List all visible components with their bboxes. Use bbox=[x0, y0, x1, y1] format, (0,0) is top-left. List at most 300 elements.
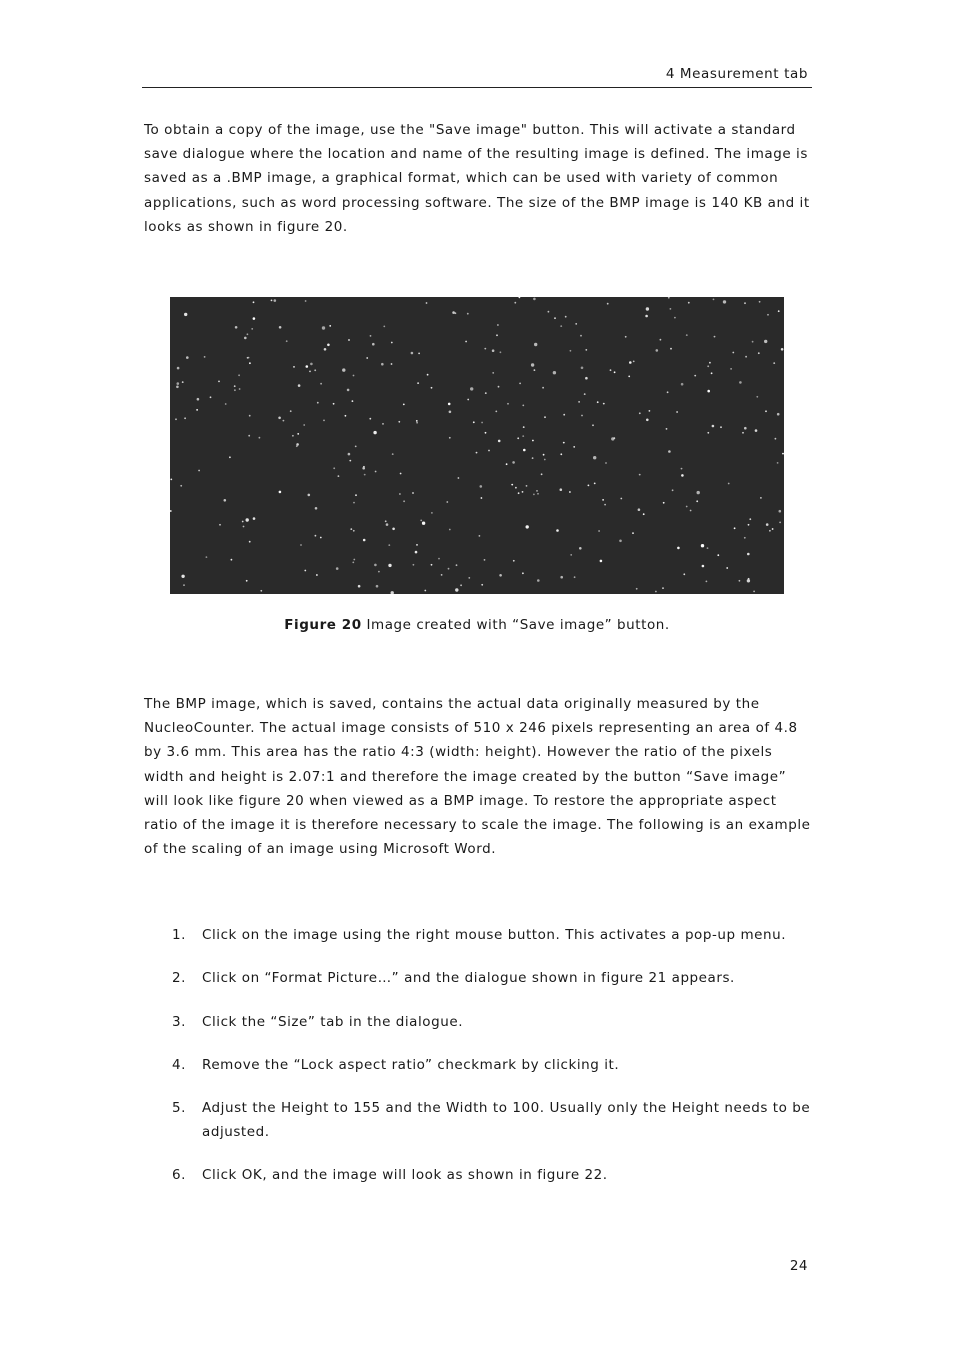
cell-speck bbox=[632, 532, 634, 534]
step-number: 5. bbox=[172, 1100, 186, 1116]
cell-speck bbox=[676, 411, 678, 413]
cell-speck bbox=[480, 485, 483, 488]
cell-speck bbox=[392, 528, 395, 531]
cell-speck bbox=[391, 342, 393, 344]
cell-speck bbox=[315, 507, 318, 510]
cell-speck bbox=[456, 564, 458, 566]
cell-speck bbox=[316, 574, 318, 576]
cell-speck bbox=[183, 584, 185, 586]
cell-speck bbox=[701, 544, 704, 547]
cell-speck bbox=[320, 383, 322, 385]
cell-speck bbox=[543, 454, 545, 456]
cell-speck bbox=[593, 456, 596, 459]
step-line: Click the “Size” tab in the dialogue. bbox=[202, 1014, 464, 1030]
cell-speck bbox=[246, 580, 248, 582]
cell-speck bbox=[720, 426, 722, 428]
cell-speck bbox=[610, 369, 612, 371]
cell-speck bbox=[181, 575, 184, 578]
cell-speck bbox=[506, 463, 508, 465]
cell-speck bbox=[574, 576, 576, 578]
step-number: 4. bbox=[172, 1057, 186, 1073]
cell-speck bbox=[681, 468, 683, 470]
cell-speck bbox=[702, 565, 705, 568]
cell-speck bbox=[646, 419, 649, 422]
cell-speck bbox=[279, 491, 282, 494]
cell-speck bbox=[448, 568, 450, 570]
cell-speck bbox=[732, 352, 734, 354]
cell-speck bbox=[777, 462, 779, 464]
paragraph-line: ratio of the image it is therefore necessary to scale the image. The following is an example bbox=[144, 817, 811, 834]
cell-speck bbox=[253, 317, 256, 320]
cell-speck bbox=[697, 491, 700, 494]
cell-speck bbox=[225, 403, 227, 405]
cell-speck bbox=[522, 491, 524, 493]
step-text bbox=[202, 1053, 812, 1077]
cell-speck bbox=[274, 299, 277, 302]
cell-speck bbox=[177, 367, 180, 370]
cell-speck bbox=[238, 374, 240, 376]
cell-speck bbox=[412, 492, 414, 494]
cell-speck bbox=[523, 449, 526, 452]
cell-speck bbox=[398, 421, 400, 423]
cell-speck bbox=[234, 389, 236, 391]
cell-speck bbox=[773, 362, 775, 364]
figure-caption-label: Figure 20 bbox=[284, 617, 362, 633]
cell-speck bbox=[537, 493, 539, 495]
cell-speck bbox=[742, 432, 744, 434]
cell-speck bbox=[756, 396, 758, 398]
cell-speck bbox=[253, 517, 256, 520]
cell-speck bbox=[416, 420, 418, 422]
cell-speck bbox=[468, 577, 470, 579]
cell-speck bbox=[592, 424, 594, 426]
cell-speck bbox=[297, 433, 299, 435]
cell-speck bbox=[488, 450, 490, 452]
cell-speck bbox=[427, 374, 429, 376]
cell-speck bbox=[598, 530, 600, 532]
cell-speck bbox=[536, 490, 538, 492]
cell-speck bbox=[747, 579, 750, 582]
cell-speck bbox=[497, 324, 499, 326]
cell-speck bbox=[677, 547, 680, 550]
cell-speck bbox=[495, 411, 497, 413]
cell-speck bbox=[674, 317, 676, 319]
cell-speck bbox=[744, 302, 746, 304]
cell-speck bbox=[303, 424, 305, 426]
cell-speck bbox=[560, 453, 562, 455]
cell-speck bbox=[383, 326, 385, 328]
cell-speck bbox=[441, 574, 443, 576]
paragraph-line: The BMP image, which is saved, contains the actual data originally measured by the bbox=[144, 696, 760, 712]
cell-speck bbox=[235, 326, 238, 329]
cell-speck bbox=[560, 488, 563, 491]
cell-speck bbox=[372, 343, 375, 346]
cell-speck bbox=[553, 371, 556, 374]
cell-speck bbox=[364, 474, 366, 476]
cell-speck bbox=[224, 499, 227, 502]
cell-speck bbox=[602, 499, 604, 501]
cell-speck bbox=[449, 529, 451, 531]
cell-speck bbox=[706, 581, 708, 583]
cell-speck bbox=[560, 576, 563, 579]
cell-speck bbox=[362, 467, 365, 470]
cell-speck bbox=[399, 493, 401, 495]
header-divider bbox=[142, 87, 812, 88]
cell-speck bbox=[431, 512, 433, 514]
cell-speck bbox=[778, 310, 780, 312]
cell-speck bbox=[374, 564, 377, 567]
paragraph-line: To obtain a copy of the image, use the "Save image" button. This will activate a standard bbox=[144, 122, 796, 138]
cell-speck bbox=[484, 559, 486, 561]
cell-speck bbox=[723, 300, 726, 303]
cell-speck bbox=[668, 297, 670, 299]
cell-speck bbox=[573, 446, 575, 448]
cell-speck bbox=[717, 554, 719, 556]
cell-speck bbox=[426, 302, 428, 304]
step-text bbox=[202, 1010, 812, 1034]
cell-speck bbox=[686, 506, 688, 508]
cell-speck bbox=[247, 357, 249, 359]
cell-speck bbox=[752, 341, 754, 343]
cell-speck bbox=[342, 368, 345, 371]
cell-speck bbox=[479, 535, 481, 537]
cell-speck bbox=[170, 479, 172, 481]
cell-speck bbox=[523, 426, 525, 428]
cell-speck bbox=[336, 567, 339, 570]
cell-speck bbox=[386, 523, 389, 526]
cell-speck bbox=[667, 391, 669, 393]
cell-speck bbox=[347, 389, 350, 392]
cell-speck bbox=[772, 528, 774, 530]
paragraph-line: NucleoCounter. The actual image consists of 510 x 246 pixels representing an area of 4.8 bbox=[144, 720, 798, 737]
cell-speck bbox=[578, 401, 580, 403]
cell-speck bbox=[522, 435, 524, 437]
paragraph-line: saved as a .BMP image, a graphical format, which can be used with variety of common bbox=[144, 170, 779, 187]
cell-speck bbox=[585, 349, 587, 351]
cell-speck bbox=[619, 540, 622, 543]
step-number: 6. bbox=[172, 1167, 186, 1183]
cell-speck bbox=[481, 422, 483, 424]
cell-speck bbox=[309, 371, 311, 373]
cell-speck bbox=[526, 485, 528, 487]
cell-speck bbox=[349, 460, 351, 462]
step-line: Remove the “Lock aspect ratio” checkmark by clicking it. bbox=[202, 1057, 620, 1073]
cell-speck bbox=[422, 522, 425, 525]
cell-speck bbox=[694, 375, 696, 377]
cell-speck bbox=[305, 300, 307, 302]
cell-speck bbox=[229, 456, 231, 458]
cell-speck bbox=[248, 435, 250, 437]
cell-speck bbox=[777, 413, 780, 416]
cell-speck bbox=[766, 523, 769, 526]
cell-speck bbox=[544, 416, 546, 418]
cell-speck bbox=[219, 524, 221, 526]
cell-speck bbox=[548, 311, 550, 313]
header-section-title: 4 Measurement tab bbox=[665, 66, 808, 82]
cell-speck bbox=[485, 432, 487, 434]
cell-speck bbox=[542, 387, 544, 389]
cell-speck bbox=[714, 336, 716, 338]
cell-speck bbox=[556, 529, 559, 532]
cell-speck bbox=[296, 443, 299, 446]
bmp-paragraph bbox=[144, 692, 812, 861]
cell-speck bbox=[180, 485, 182, 487]
cell-speck bbox=[198, 470, 200, 472]
cell-speck bbox=[333, 403, 335, 405]
cell-speck bbox=[522, 405, 524, 407]
cell-speck bbox=[581, 367, 584, 370]
cell-speck bbox=[533, 494, 535, 496]
cell-speck bbox=[625, 336, 627, 338]
cell-speck bbox=[765, 410, 767, 412]
cell-speck bbox=[569, 491, 571, 493]
cell-speck bbox=[385, 520, 387, 522]
cell-speck bbox=[681, 383, 684, 386]
paragraph-line: by 3.6 mm. This area has the ratio 4:3 (width: height). However the ratio of the pixels bbox=[144, 744, 773, 761]
cell-speck bbox=[206, 556, 208, 558]
cell-speck bbox=[244, 337, 247, 340]
cell-speck bbox=[683, 573, 685, 575]
cell-speck bbox=[416, 422, 418, 424]
cell-speck bbox=[403, 500, 405, 502]
cell-speck bbox=[243, 526, 245, 528]
cell-speck bbox=[575, 323, 577, 325]
paragraph-line: applications, such as word processing software. The size of the BMP image is 140 KB and it bbox=[144, 194, 810, 211]
cell-speck bbox=[348, 453, 351, 456]
cell-speck bbox=[739, 580, 741, 582]
cell-speck bbox=[353, 530, 355, 532]
cell-speck bbox=[249, 362, 251, 364]
cell-speck bbox=[391, 591, 394, 594]
paragraph-line: save dialogue where the location and name of the resulting image is defined. The image is bbox=[144, 146, 808, 163]
cell-speck bbox=[403, 404, 405, 406]
cell-speck bbox=[358, 585, 361, 588]
paragraph-line: will look like figure 20 when viewed as a BMP image. To restore the appropriate aspect bbox=[144, 792, 777, 809]
cell-speck bbox=[247, 333, 249, 335]
cell-speck bbox=[320, 537, 322, 539]
cell-speck bbox=[581, 415, 583, 417]
cell-speck bbox=[449, 437, 451, 439]
cell-speck bbox=[712, 425, 715, 428]
step-text bbox=[202, 1163, 812, 1187]
cell-speck bbox=[473, 421, 475, 423]
paragraph-line: of the scaling of an image using Microsoft Word. bbox=[144, 841, 497, 858]
cell-speck bbox=[417, 382, 419, 384]
step-line: adjusted. bbox=[202, 1124, 270, 1141]
cell-speck bbox=[707, 547, 709, 549]
cell-speck bbox=[388, 564, 391, 567]
cell-speck bbox=[448, 403, 451, 406]
cell-speck bbox=[600, 560, 603, 563]
cell-speck bbox=[492, 349, 495, 352]
cell-speck bbox=[329, 325, 331, 327]
cell-speck bbox=[517, 437, 519, 439]
cell-speck bbox=[278, 417, 281, 420]
cell-speck bbox=[570, 554, 572, 556]
cell-speck bbox=[711, 372, 713, 374]
cell-speck bbox=[560, 325, 562, 327]
cell-speck bbox=[734, 527, 736, 529]
cell-speck bbox=[197, 398, 200, 401]
cell-speck bbox=[554, 317, 556, 319]
cell-speck bbox=[744, 537, 746, 539]
cell-speck bbox=[467, 313, 469, 315]
figure-caption-text: Image created with “Save image” button. bbox=[361, 617, 670, 633]
cell-speck bbox=[570, 350, 572, 352]
step-text bbox=[202, 1096, 812, 1144]
cell-speck bbox=[639, 412, 641, 414]
intro-paragraph bbox=[144, 118, 812, 239]
cell-speck bbox=[314, 369, 316, 371]
cell-speck bbox=[298, 384, 301, 387]
cell-speck bbox=[748, 524, 750, 526]
cell-speck bbox=[496, 334, 498, 336]
cell-speck bbox=[363, 539, 366, 542]
cell-speck bbox=[431, 387, 433, 389]
cell-speck bbox=[411, 352, 414, 355]
cell-speck bbox=[317, 402, 319, 404]
cell-speck bbox=[744, 427, 747, 430]
cell-speck bbox=[518, 492, 520, 494]
cell-speck bbox=[779, 522, 781, 524]
cell-speck bbox=[260, 590, 262, 592]
cell-speck bbox=[660, 339, 662, 341]
step-number: 3. bbox=[172, 1014, 186, 1030]
cell-speck bbox=[253, 301, 255, 303]
cell-speck bbox=[242, 521, 244, 523]
cell-speck bbox=[175, 418, 177, 420]
cell-speck bbox=[177, 382, 180, 385]
cell-speck bbox=[259, 437, 261, 439]
cell-speck bbox=[249, 415, 251, 417]
cell-speck bbox=[544, 459, 546, 461]
cell-speck bbox=[749, 518, 751, 520]
cell-speck bbox=[424, 590, 426, 592]
cell-speck bbox=[324, 348, 327, 351]
cell-speck bbox=[563, 414, 565, 416]
cell-speck bbox=[251, 328, 253, 330]
cell-speck bbox=[764, 340, 767, 343]
cell-speck bbox=[775, 438, 777, 440]
cell-speck bbox=[355, 446, 357, 448]
cell-speck bbox=[629, 361, 632, 364]
cell-speck bbox=[186, 356, 189, 359]
cell-speck bbox=[370, 335, 372, 337]
cell-speck bbox=[614, 371, 616, 373]
cell-speck bbox=[176, 386, 179, 389]
cell-speck bbox=[686, 334, 688, 336]
cell-speck bbox=[352, 400, 354, 402]
cell-speck bbox=[672, 489, 674, 491]
cell-speck bbox=[620, 498, 622, 500]
cell-speck bbox=[713, 299, 715, 301]
cell-speck bbox=[522, 572, 524, 574]
cell-speck bbox=[541, 473, 543, 475]
cell-speck bbox=[234, 385, 236, 387]
cell-speck bbox=[392, 453, 394, 455]
cell-speck bbox=[338, 475, 340, 477]
cell-speck bbox=[760, 497, 762, 499]
cell-speck bbox=[532, 457, 534, 459]
cell-speck bbox=[662, 587, 664, 589]
cell-speck bbox=[470, 387, 473, 390]
cell-speck bbox=[646, 307, 649, 310]
cell-speck bbox=[747, 553, 750, 556]
cell-speck bbox=[526, 525, 529, 528]
cell-speck bbox=[431, 564, 433, 566]
cell-speck bbox=[373, 431, 376, 434]
cell-speck bbox=[603, 403, 605, 405]
cell-speck bbox=[498, 386, 500, 388]
cell-speck bbox=[755, 429, 758, 432]
cell-speck bbox=[481, 584, 483, 586]
cell-speck bbox=[300, 544, 302, 546]
cell-speck bbox=[769, 530, 771, 532]
cell-speck bbox=[327, 344, 330, 347]
cell-speck bbox=[500, 351, 502, 353]
cell-speck bbox=[681, 474, 684, 477]
figure-caption bbox=[0, 617, 954, 633]
cell-speck bbox=[605, 462, 607, 464]
cell-speck bbox=[613, 437, 615, 439]
cell-speck bbox=[781, 348, 784, 351]
cell-speck bbox=[597, 401, 599, 403]
cell-speck bbox=[322, 326, 325, 329]
cell-speck bbox=[310, 363, 313, 366]
cell-speck bbox=[446, 501, 448, 503]
cell-speck bbox=[638, 508, 641, 511]
cell-speck bbox=[690, 510, 692, 512]
cell-speck bbox=[688, 302, 690, 304]
cell-speck bbox=[465, 341, 467, 343]
cell-speck bbox=[204, 356, 206, 358]
step-line: Click on the image using the right mouse button. This activates a pop-up menu. bbox=[202, 927, 787, 943]
step-number: 1. bbox=[172, 927, 186, 943]
cell-speck bbox=[645, 315, 648, 318]
cell-speck bbox=[534, 343, 537, 346]
cell-speck bbox=[476, 452, 478, 454]
cell-speck bbox=[279, 326, 282, 329]
cell-speck bbox=[458, 477, 460, 479]
cell-speck bbox=[498, 440, 501, 443]
cell-speck bbox=[348, 339, 350, 341]
cell-speck bbox=[382, 423, 384, 425]
cell-speck bbox=[758, 352, 760, 354]
step-line: Click on “Format Picture…” and the dialogue shown in figure 21 appears. bbox=[202, 970, 735, 986]
cell-speck bbox=[306, 365, 309, 368]
cell-speck bbox=[696, 500, 698, 502]
cell-speck bbox=[246, 518, 249, 521]
cell-speck bbox=[753, 591, 755, 593]
cell-speck bbox=[512, 461, 515, 464]
cell-speck bbox=[565, 316, 567, 318]
figure-20-image bbox=[170, 297, 784, 594]
page-number: 24 bbox=[789, 1258, 808, 1274]
step-text bbox=[202, 923, 812, 947]
cell-speck bbox=[345, 415, 347, 417]
cell-speck bbox=[376, 585, 379, 588]
cell-speck bbox=[580, 335, 582, 337]
cell-speck bbox=[726, 567, 728, 569]
step-number: 2. bbox=[172, 970, 186, 986]
cell-speck bbox=[656, 349, 659, 352]
paragraph-line: width and height is 2.07:1 and therefore the image created by the button “Save image” bbox=[144, 768, 787, 785]
cell-speck bbox=[514, 302, 516, 304]
cell-speck bbox=[333, 467, 335, 469]
cell-speck bbox=[709, 362, 711, 364]
cell-speck bbox=[239, 388, 241, 390]
cell-speck bbox=[418, 353, 420, 355]
